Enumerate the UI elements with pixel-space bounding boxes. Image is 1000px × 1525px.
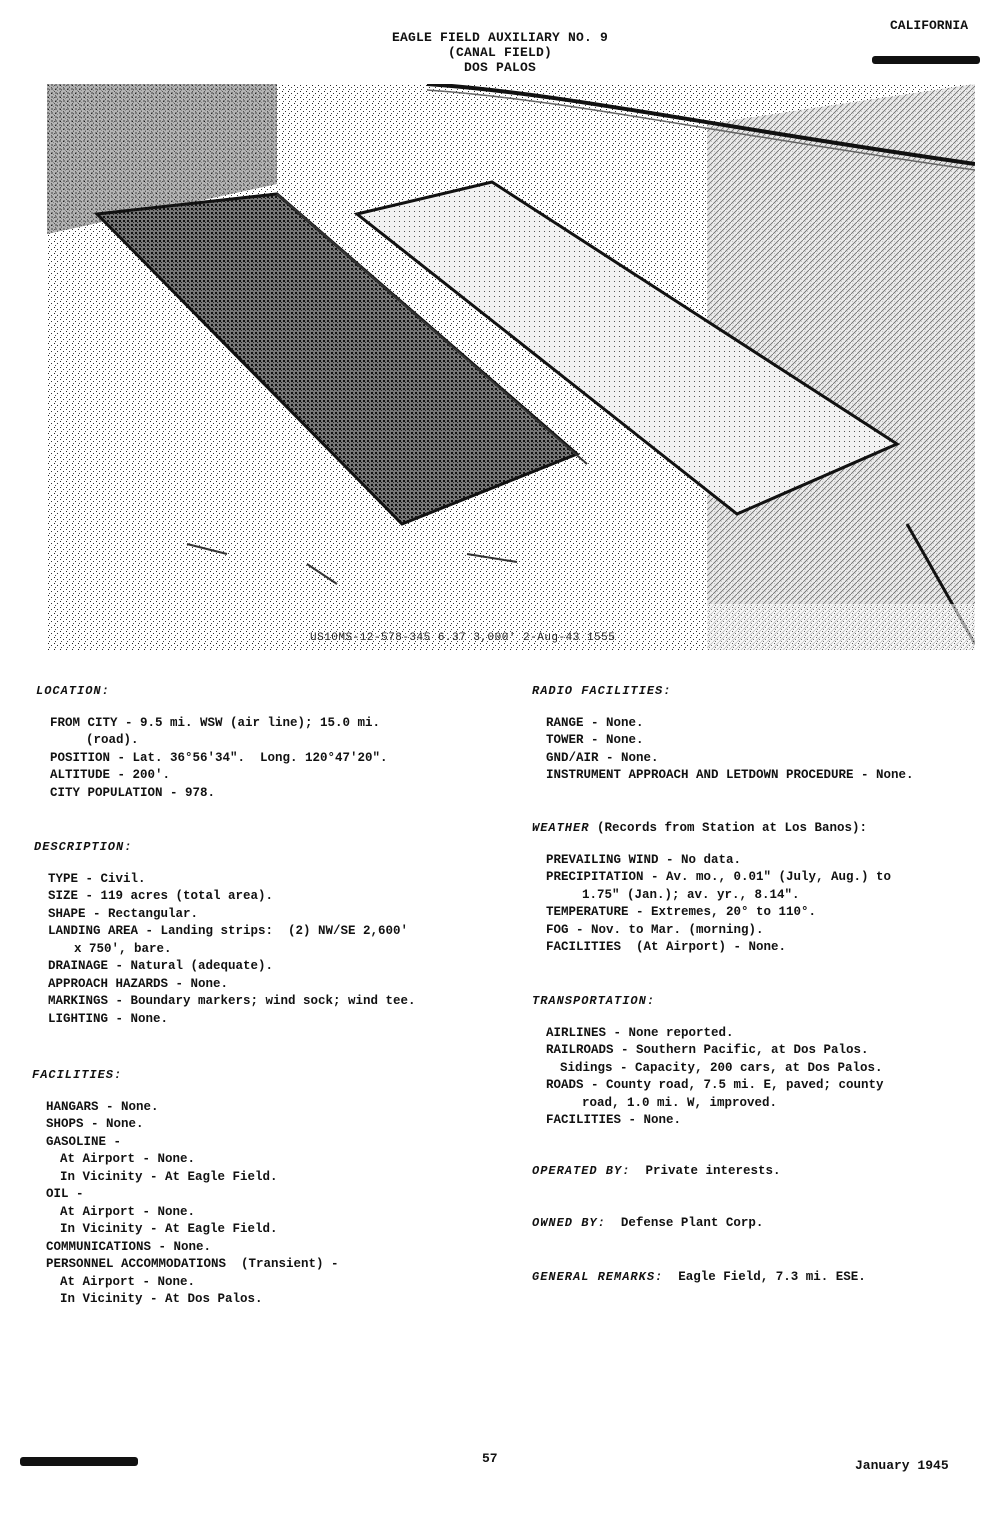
weather-line: FOG - Nov. to Mar. (morning). — [546, 922, 764, 937]
location-heading: LOCATION: — [36, 684, 110, 698]
transportation-line: FACILITIES - None. — [546, 1113, 682, 1127]
state-label: CALIFORNIA — [890, 18, 969, 33]
owned-by-row — [532, 1215, 982, 1233]
transportation-line: RAILROADS - Southern Pacific, at Dos Palos. — [546, 1043, 869, 1057]
radio-line: INSTRUMENT APPROACH AND LETDOWN PROCEDURE - None. — [546, 768, 914, 782]
weather-heading-row — [532, 820, 982, 838]
description-line: LANDING AREA - Landing strips: (2) NW/SE 2,600' — [48, 924, 409, 938]
description-heading: DESCRIPTION: — [34, 840, 133, 854]
facilities-line: SHOPS - None. — [46, 1117, 144, 1131]
weather-section — [532, 820, 982, 957]
description-line: SIZE - 119 acres (total area). — [48, 889, 274, 903]
general-remarks-value: Eagle Field, 7.3 mi. ESE. — [678, 1270, 866, 1284]
facilities-line: At Airport - None. — [60, 1152, 196, 1166]
page-title: EAGLE FIELD AUXILIARY NO. 9 — [391, 30, 609, 45]
facilities-heading: FACILITIES: — [32, 1068, 123, 1082]
transportation-line: ROADS - County road, 7.5 mi. E, paved; county — [546, 1078, 884, 1092]
description-line: SHAPE - Rectangular. — [48, 906, 199, 921]
weather-line: PRECIPITATION - Av. mo., 0.01" (July, Aug.) to — [546, 870, 892, 884]
operated-by-row — [532, 1163, 982, 1181]
radio-line: GND/AIR - None. — [546, 750, 659, 765]
description-line: MARKINGS - Boundary markers; wind sock; wind tee. — [48, 994, 416, 1008]
radio-line: TOWER - None. — [546, 733, 644, 747]
facilities-line: PERSONNEL ACCOMMODATIONS (Transient) - — [46, 1257, 339, 1271]
description-section — [34, 839, 504, 1028]
owned-by-label: OWNED BY: — [532, 1216, 606, 1230]
radio-line: RANGE - None. — [546, 715, 644, 730]
description-line: DRAINAGE - Natural (adequate). — [48, 959, 274, 973]
weather-heading: WEATHER — [532, 821, 590, 835]
aerial-photo-drawing — [47, 84, 975, 650]
transportation-line: Sidings - Capacity, 200 cars, at Dos Palos. — [560, 1060, 883, 1075]
facilities-line: COMMUNICATIONS - None. — [46, 1239, 212, 1254]
weather-line: TEMPERATURE - Extremes, 20° to 110°. — [546, 905, 817, 919]
facilities-line: At Airport - None. — [60, 1204, 196, 1219]
location-line: POSITION - Lat. 36°56'34". Long. 120°47'20". — [50, 750, 388, 765]
facilities-line: At Airport - None. — [60, 1274, 196, 1289]
location-line: CITY POPULATION - 978. — [50, 785, 216, 800]
publication-date: January 1945 — [855, 1458, 949, 1473]
location-section — [36, 683, 496, 802]
facilities-line: HANGARS - None. — [46, 1099, 159, 1114]
facilities-line: GASOLINE - — [46, 1134, 122, 1149]
transportation-heading: TRANSPORTATION: — [532, 994, 656, 1008]
transportation-line: road, 1.0 mi. W, improved. — [582, 1095, 778, 1110]
weather-line: PREVAILING WIND - No data. — [546, 852, 742, 867]
location-line: FROM CITY - 9.5 mi. WSW (air line); 15.0 mi. — [50, 715, 381, 730]
redaction-mark-top — [872, 56, 980, 64]
page-number: 57 — [482, 1451, 498, 1466]
photo-caption: US10MS-12-578-345 6.37 3,000' 2-Aug-43 1555 — [310, 632, 616, 644]
radio-heading: RADIO FACILITIES: — [532, 684, 672, 698]
alternate-name: (CANAL FIELD) — [447, 45, 553, 60]
general-remarks-row — [532, 1269, 982, 1287]
weather-line: 1.75" (Jan.); av. yr., 8.14". — [582, 887, 800, 902]
facilities-line: In Vicinity - At Eagle Field. — [60, 1169, 278, 1184]
description-line: x 750', bare. — [74, 941, 172, 956]
weather-line: FACILITIES (At Airport) - None. — [546, 940, 787, 954]
operated-by-label: OPERATED BY: — [532, 1164, 631, 1178]
facilities-line: In Vicinity - At Eagle Field. — [60, 1222, 278, 1236]
description-line: LIGHTING - None. — [48, 1011, 169, 1026]
header-title-block — [300, 30, 700, 75]
aerial-photo — [47, 84, 975, 650]
owned-by-value: Defense Plant Corp. — [620, 1216, 764, 1230]
location-line: ALTITUDE - 200'. — [50, 768, 171, 782]
facilities-section — [32, 1067, 502, 1309]
facilities-line: OIL - — [46, 1187, 84, 1201]
redaction-mark-bottom — [20, 1457, 138, 1466]
transportation-section — [532, 993, 982, 1130]
city-name: DOS PALOS — [463, 60, 536, 75]
weather-note: (Records from Station at Los Banos): — [596, 821, 867, 835]
radio-section — [532, 683, 982, 785]
description-line: APPROACH HAZARDS - None. — [48, 976, 229, 991]
operated-by-value: Private interests. — [645, 1164, 781, 1178]
location-line: (road). — [86, 733, 139, 747]
transportation-line: AIRLINES - None reported. — [546, 1025, 734, 1040]
facilities-line: In Vicinity - At Dos Palos. — [60, 1292, 263, 1306]
description-line: TYPE - Civil. — [48, 871, 146, 886]
general-remarks-label: GENERAL REMARKS: — [532, 1270, 664, 1284]
